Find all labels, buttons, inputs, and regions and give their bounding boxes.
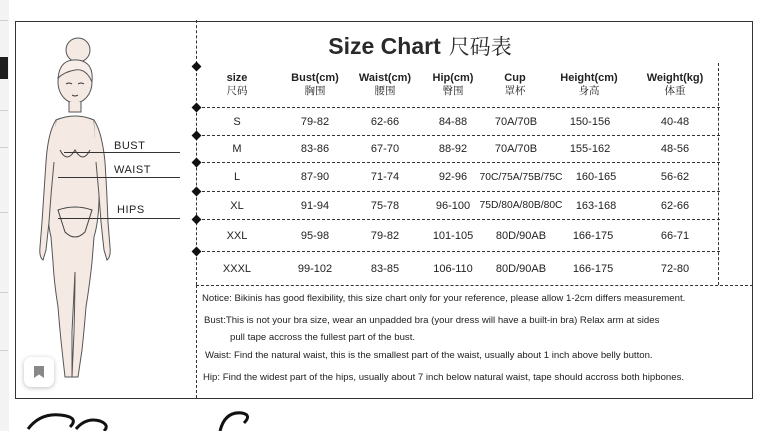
cell-waist: 67-70: [370, 143, 400, 155]
cell-cup: 80D/90AB: [495, 229, 547, 242]
table-row: [197, 136, 720, 163]
cell-hip: 96-100: [435, 199, 471, 212]
bust-note-cont: pull tape accross the fullest part of the bust.: [230, 332, 416, 343]
bust-note: Bust:This is not your bra size, wear an unpadded bra (your dress will have a built-in bra) Relax arm at sides: [204, 315, 660, 326]
table-row: [197, 163, 720, 192]
col-waist-zh: 腰围: [374, 85, 396, 97]
page-edge-divider: [0, 350, 8, 351]
cell-hip: 106-110: [433, 262, 473, 275]
col-bust-zh: 胸围: [304, 85, 326, 97]
waist-label: WAIST: [114, 164, 151, 176]
table-header-row: [197, 63, 720, 108]
col-height: [551, 63, 627, 107]
script-logo: [20, 407, 250, 431]
col-weight: [637, 63, 713, 107]
col-size-zh: 尺码: [226, 85, 248, 97]
col-bust-en: Bust(cm): [291, 72, 339, 84]
cell-waist: 79-82: [370, 229, 400, 242]
cell-bust: 87-90: [300, 171, 330, 183]
cell-waist: 71-74: [370, 171, 400, 183]
chart-title-zh: 尺码表: [448, 35, 512, 59]
cell-bust: 95-98: [300, 229, 330, 242]
cell-cup: 70C/75A/75B/75C: [479, 171, 563, 183]
col-hip-zh: 臀围: [442, 85, 464, 97]
cell-bust: 99-102: [297, 262, 333, 275]
cell-bust: 83-86: [300, 143, 330, 155]
cell-cup: 70A/70B: [494, 115, 538, 128]
cell-weight: 62-66: [660, 199, 690, 212]
col-height-en: Height(cm): [560, 72, 618, 84]
cell-waist: 75-78: [370, 199, 400, 212]
col-waist-en: Waist(cm): [358, 72, 412, 84]
cell-cup: 75D/80A/80B/80C: [479, 200, 563, 211]
col-cup: [487, 63, 543, 107]
page-edge-divider: [0, 147, 8, 148]
notes-divider: [196, 285, 197, 398]
cell-weight: 40-48: [660, 115, 690, 128]
bust-label: BUST: [114, 140, 146, 152]
col-hip-en: Hip(cm): [432, 72, 474, 84]
cell-weight: 72-80: [660, 262, 690, 275]
table-row: [197, 108, 720, 136]
table-row: [197, 252, 720, 285]
col-size: [205, 63, 269, 107]
cell-cup: 70A/70B: [494, 143, 538, 155]
cell-hip: 92-96: [438, 171, 468, 183]
cell-weight: 56-62: [660, 171, 690, 183]
page-edge-divider: [0, 20, 8, 21]
notice-note: Notice: Bikinis has good flexibility, this size chart only for your reference, please allow 1-2cm differs measurement.: [202, 293, 686, 304]
hips-label: HIPS: [117, 204, 145, 216]
chart-title-en: Size Chart: [328, 33, 441, 59]
col-bust: [279, 63, 351, 107]
cell-height: 160-165: [575, 171, 617, 183]
cell-height: 155-162: [569, 143, 611, 155]
cell-bust: 79-82: [300, 115, 330, 128]
col-cup-zh: 罩杯: [504, 85, 526, 97]
body-figure-icon: [20, 32, 190, 387]
table-bottom-line: [196, 285, 753, 286]
col-weight-zh: 体重: [664, 85, 686, 97]
col-hip: [419, 63, 487, 107]
col-height-zh: 身高: [578, 85, 600, 97]
table-row: [197, 192, 720, 220]
hips-measure-line: [58, 218, 180, 219]
cell-height: 150-156: [569, 115, 611, 128]
col-waist: [351, 63, 419, 107]
page-edge-divider: [0, 212, 8, 213]
page-edge-divider: [0, 110, 8, 111]
cell-weight: 48-56: [660, 143, 690, 155]
col-weight-en: Weight(kg): [646, 72, 704, 84]
bookmark-icon: [33, 365, 45, 379]
waist-measure-line: [58, 177, 180, 178]
cell-size: XL: [230, 199, 244, 212]
chart-title: [200, 31, 640, 61]
hip-note: Hip: Find the widest part of the hips, usually about 7 inch below natural waist, tape should accross both hipbones.: [203, 372, 685, 383]
page-edge-tab: [0, 57, 8, 79]
page-edge-divider: [0, 292, 8, 293]
bookmark-button[interactable]: [24, 357, 54, 387]
cell-size: XXL: [226, 229, 248, 242]
waist-note: Waist: Find the natural waist, this is the smallest part of the waist, usually about 1 inch above belly button.: [205, 350, 653, 361]
cell-hip: 84-88: [438, 115, 468, 128]
bust-measure-line: [64, 152, 180, 153]
title-divider: [196, 20, 197, 64]
cell-height: 163-168: [575, 199, 617, 212]
cell-height: 166-175: [572, 262, 614, 275]
col-cup-en: Cup: [504, 72, 526, 84]
col-size-en: size: [226, 72, 248, 84]
cell-height: 166-175: [572, 229, 614, 242]
size-table: [196, 63, 719, 285]
cell-hip: 101-105: [432, 229, 474, 242]
cell-hip: 88-92: [438, 143, 468, 155]
cell-size: XXXL: [222, 262, 252, 275]
cell-size: S: [233, 115, 241, 128]
cell-waist: 83-85: [370, 262, 400, 275]
table-row: [197, 220, 720, 252]
cell-weight: 66-71: [660, 229, 690, 242]
cell-cup: 80D/90AB: [495, 262, 547, 275]
cell-size: M: [232, 143, 242, 155]
cell-bust: 91-94: [300, 199, 330, 212]
cell-waist: 62-66: [370, 115, 400, 128]
cell-size: L: [233, 171, 241, 183]
figure-illustration: [20, 32, 190, 387]
